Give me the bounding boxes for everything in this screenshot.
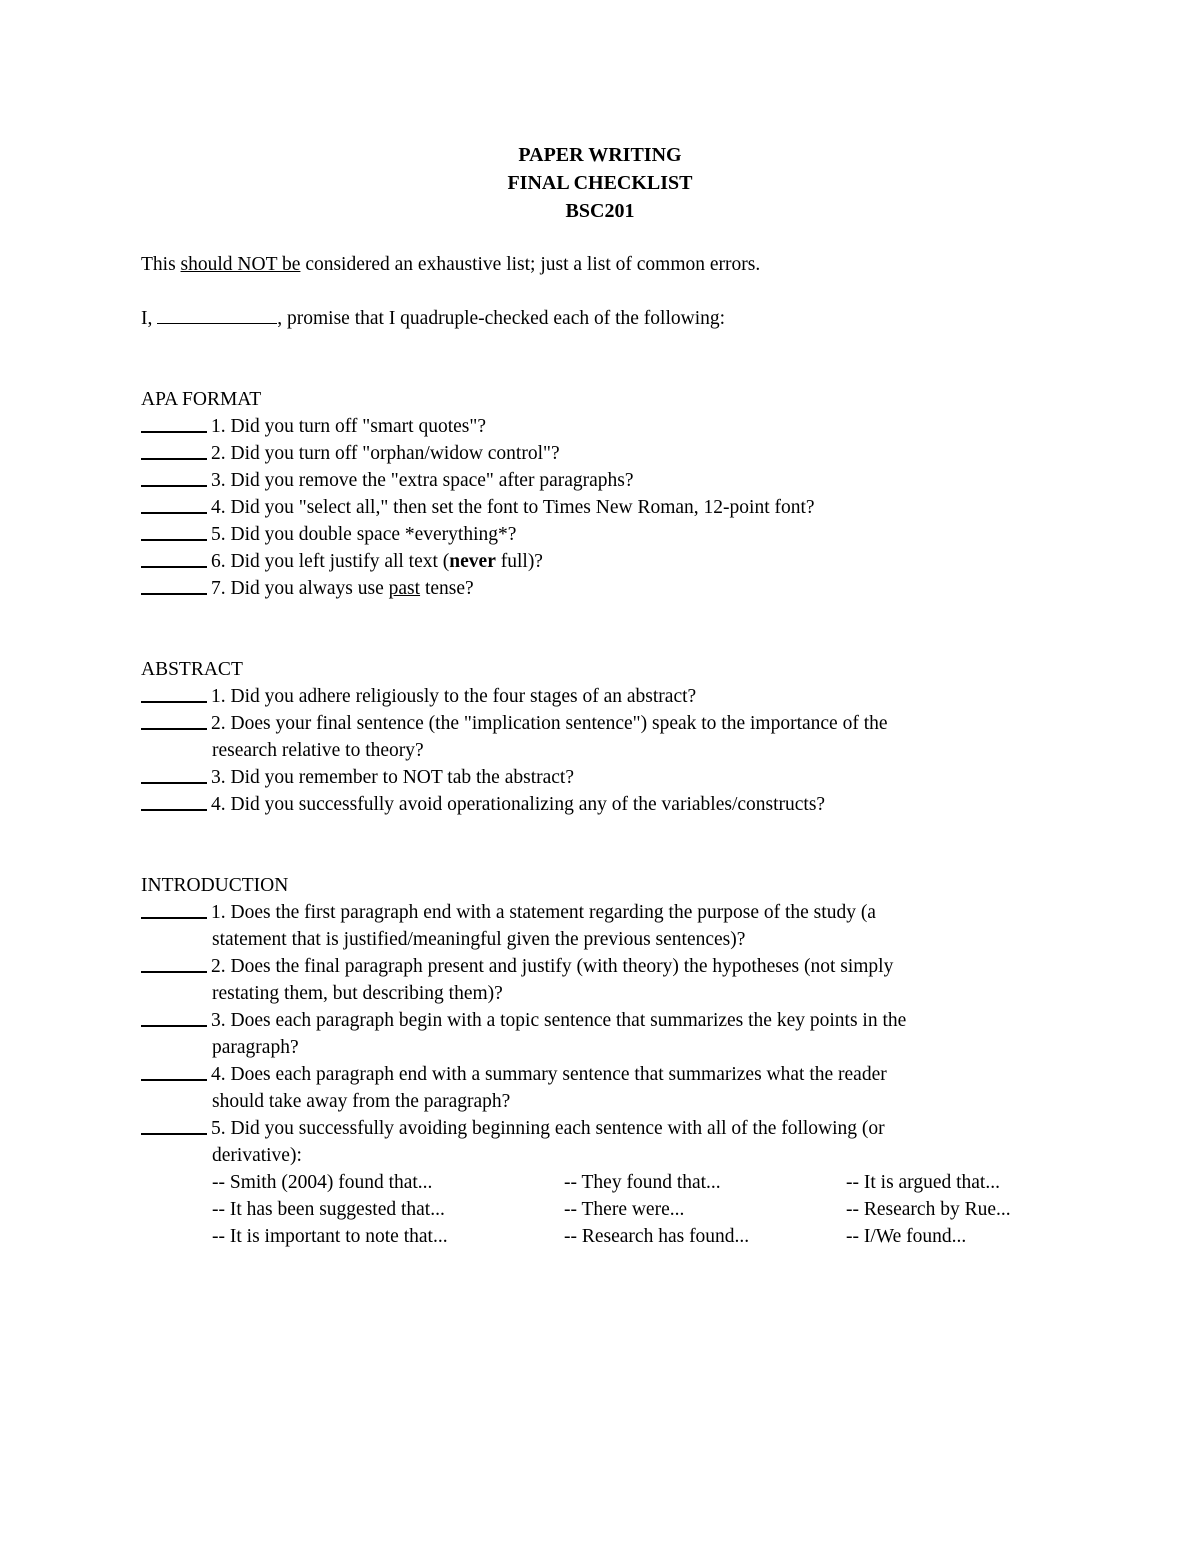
intro-underlined: should NOT be xyxy=(180,254,301,275)
name-blank-field[interactable] xyxy=(157,305,277,324)
phrase-item: -- They found that... xyxy=(564,1172,721,1193)
check-blank[interactable] xyxy=(141,764,207,784)
pledge-suffix: , promise that I quadruple-checked each of the following: xyxy=(277,308,726,329)
introduction-heading: INTRODUCTION xyxy=(141,875,289,896)
introduction-item-4: 4. Does each paragraph end with a summary sentence that summarizes what the reader should take away from the paragraph? xyxy=(141,1061,1081,1115)
phrase-item: -- I/We found... xyxy=(846,1226,967,1247)
phrase-item: -- It has been suggested that... xyxy=(212,1199,445,1220)
check-blank[interactable] xyxy=(141,710,207,730)
intro-text-1: This xyxy=(141,254,181,275)
apa-item-6: 6. Did you left justify all text (never full)? xyxy=(141,548,1081,575)
check-blank[interactable] xyxy=(141,413,207,433)
title-line-2: FINAL CHECKLIST xyxy=(507,172,693,194)
check-blank[interactable] xyxy=(141,467,207,487)
title-line-1: PAPER WRITING xyxy=(518,144,682,166)
phrase-list xyxy=(212,1169,1096,1250)
check-blank[interactable] xyxy=(141,494,207,514)
check-blank[interactable] xyxy=(141,683,207,703)
check-blank[interactable] xyxy=(141,1115,207,1135)
check-blank[interactable] xyxy=(141,1007,207,1027)
apa-item-2: 2. Did you turn off "orphan/widow control"? xyxy=(141,440,1081,467)
abstract-item-3: 3. Did you remember to NOT tab the abstract? xyxy=(141,764,1081,791)
check-blank[interactable] xyxy=(141,899,207,919)
phrase-item: -- Research has found... xyxy=(564,1226,750,1247)
introduction-item-3: 3. Does each paragraph begin with a topic sentence that summarizes the key points in the paragraph? xyxy=(141,1007,1081,1061)
phrase-item: -- Smith (2004) found that... xyxy=(212,1172,433,1193)
introduction-item-1: 1. Does the first paragraph end with a statement regarding the purpose of the study (a statement that is justified/meaningful given the previous sentences)? xyxy=(141,899,1081,953)
intro-text-2: considered an exhaustive list; just a list of common errors. xyxy=(300,254,761,275)
apa-item-3: 3. Did you remove the "extra space" after paragraphs? xyxy=(141,467,1081,494)
check-blank[interactable] xyxy=(141,575,207,595)
check-blank[interactable] xyxy=(141,953,207,973)
abstract-item-4: 4. Did you successfully avoid operationalizing any of the variables/constructs? xyxy=(141,791,1081,818)
check-blank[interactable] xyxy=(141,791,207,811)
phrase-item: -- It is argued that... xyxy=(846,1172,1000,1193)
apa-item-1: 1. Did you turn off "smart quotes"? xyxy=(141,413,1081,440)
pledge-prefix: I, xyxy=(141,308,158,329)
title-line-3: BSC201 xyxy=(565,200,635,222)
phrase-item: -- It is important to note that... xyxy=(212,1226,448,1247)
check-blank[interactable] xyxy=(141,521,207,541)
document-title xyxy=(0,141,1200,225)
phrase-item: -- Research by Rue... xyxy=(846,1199,1011,1220)
abstract-item-2: 2. Does your final sentence (the "implication sentence") speak to the importance of the research relative to theory? xyxy=(141,710,1081,764)
abstract-heading: ABSTRACT xyxy=(141,659,243,680)
introduction-item-2: 2. Does the final paragraph present and justify (with theory) the hypotheses (not simply restating them, but describing them)? xyxy=(141,953,1081,1007)
intro-note xyxy=(141,251,760,278)
abstract-item-1: 1. Did you adhere religiously to the four stages of an abstract? xyxy=(141,683,1081,710)
check-blank[interactable] xyxy=(141,548,207,568)
check-blank[interactable] xyxy=(141,1061,207,1081)
phrase-item: -- There were... xyxy=(564,1199,685,1220)
apa-item-4: 4. Did you "select all," then set the font to Times New Roman, 12-point font? xyxy=(141,494,1081,521)
apa-item-7: 7. Did you always use past tense? xyxy=(141,575,1081,602)
pledge-line xyxy=(141,305,725,332)
apa-heading: APA FORMAT xyxy=(141,389,262,410)
introduction-item-5: 5. Did you successfully avoiding beginning each sentence with all of the following (or derivative): xyxy=(141,1115,1081,1169)
apa-item-5: 5. Did you double space *everything*? xyxy=(141,521,1081,548)
check-blank[interactable] xyxy=(141,440,207,460)
